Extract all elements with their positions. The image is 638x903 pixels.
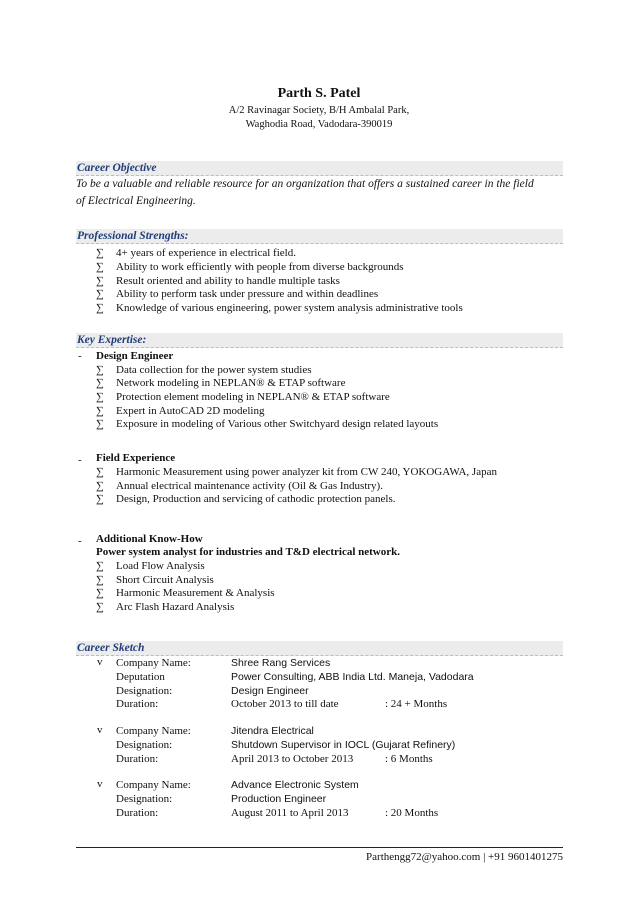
bullet-icon: ∑ bbox=[96, 364, 104, 376]
expertise-item: Annual electrical maintenance activity (Oil & Gas Industry). bbox=[116, 480, 383, 492]
bullet-icon: ∑ bbox=[96, 587, 104, 599]
career-objective-line-1: To be a valuable and reliable resource for an organization that offers a sustained career in the field bbox=[76, 178, 534, 190]
expertise-item: Network modeling in NEPLAN® & ETAP software bbox=[116, 377, 346, 389]
bullet-icon: ∑ bbox=[96, 466, 104, 478]
candidate-name: Parth S. Patel bbox=[277, 86, 361, 101]
expertise-item: Design, Production and servicing of cathodic protection panels. bbox=[116, 493, 396, 505]
deputation-label: Deputation bbox=[116, 671, 165, 683]
strength-item: 4+ years of experience in electrical field. bbox=[116, 247, 296, 259]
v-marker-icon: v bbox=[97, 778, 103, 790]
dash-marker-icon: - bbox=[78, 454, 82, 466]
dash-marker-icon: - bbox=[78, 535, 82, 547]
address-line-2: Waghodia Road, Vadodara-390019 bbox=[245, 119, 393, 130]
footer-divider bbox=[76, 847, 563, 848]
strength-item: Ability to perform task under pressure and within deadlines bbox=[116, 288, 379, 300]
bullet-icon: ∑ bbox=[96, 247, 104, 259]
designation-value: Production Engineer bbox=[231, 793, 327, 805]
expertise-item: Load Flow Analysis bbox=[116, 560, 205, 572]
strength-item: Knowledge of various engineering, power system analysis administrative tools bbox=[116, 302, 463, 314]
duration-value: April 2013 to October 2013 bbox=[231, 753, 354, 765]
duration-months: : 24 + Months bbox=[385, 698, 448, 710]
v-marker-icon: v bbox=[97, 656, 103, 668]
company-value: Advance Electronic System bbox=[231, 779, 359, 791]
expertise-item: Data collection for the power system studies bbox=[116, 364, 312, 376]
expertise-item: Arc Flash Hazard Analysis bbox=[116, 601, 235, 613]
expertise-item: Short Circuit Analysis bbox=[116, 574, 214, 586]
expertise-item: Harmonic Measurement using power analyzer kit from CW 240, YOKOGAWA, Japan bbox=[116, 466, 497, 478]
expertise-group-heading: Additional Know-How bbox=[96, 533, 203, 545]
bullet-icon: ∑ bbox=[96, 601, 104, 613]
career-objective-heading: Career Objective bbox=[76, 161, 563, 176]
duration-label: Duration: bbox=[116, 698, 159, 710]
expertise-item: Exposure in modeling of Various other Switchyard design related layouts bbox=[116, 418, 439, 430]
bullet-icon: ∑ bbox=[96, 405, 104, 417]
expertise-item: Expert in AutoCAD 2D modeling bbox=[116, 405, 265, 417]
designation-label: Designation: bbox=[116, 739, 173, 751]
bullet-icon: ∑ bbox=[96, 391, 104, 403]
bullet-icon: ∑ bbox=[96, 377, 104, 389]
career-sketch-heading: Career Sketch bbox=[76, 641, 563, 656]
bullet-icon: ∑ bbox=[96, 275, 104, 287]
bullet-icon: ∑ bbox=[96, 574, 104, 586]
designation-value: Design Engineer bbox=[231, 685, 309, 697]
professional-strengths-heading: Professional Strengths: bbox=[76, 229, 563, 244]
deputation-value: Power Consulting, ABB India Ltd. Maneja, Vadodara bbox=[231, 671, 474, 683]
bullet-icon: ∑ bbox=[96, 302, 104, 314]
expertise-group-heading: Design Engineer bbox=[96, 350, 174, 362]
duration-months: : 20 Months bbox=[385, 807, 439, 819]
bullet-icon: ∑ bbox=[96, 288, 104, 300]
strength-item: Ability to work efficiently with people from diverse backgrounds bbox=[116, 261, 404, 273]
duration-label: Duration: bbox=[116, 753, 159, 765]
duration-value: August 2011 to April 2013 bbox=[231, 807, 349, 819]
bullet-icon: ∑ bbox=[96, 418, 104, 430]
expertise-item: Harmonic Measurement & Analysis bbox=[116, 587, 275, 599]
duration-months: : 6 Months bbox=[385, 753, 433, 765]
bullet-icon: ∑ bbox=[96, 493, 104, 505]
expertise-group-heading: Field Experience bbox=[96, 452, 176, 464]
career-objective-line-2: of Electrical Engineering. bbox=[76, 195, 196, 207]
bullet-icon: ∑ bbox=[96, 560, 104, 572]
company-value: Shree Rang Services bbox=[231, 657, 331, 669]
company-label: Company Name: bbox=[116, 725, 191, 737]
bullet-icon: ∑ bbox=[96, 480, 104, 492]
duration-label: Duration: bbox=[116, 807, 159, 819]
footer-contact: Parthengg72@yahoo.com | +91 9601401275 bbox=[366, 851, 563, 863]
designation-label: Designation: bbox=[116, 793, 173, 805]
bullet-icon: ∑ bbox=[96, 261, 104, 273]
company-label: Company Name: bbox=[116, 779, 191, 791]
company-value: Jitendra Electrical bbox=[231, 725, 314, 737]
key-expertise-heading: Key Expertise: bbox=[76, 333, 563, 348]
company-label: Company Name: bbox=[116, 657, 191, 669]
duration-value: October 2013 to till date bbox=[231, 698, 339, 710]
v-marker-icon: v bbox=[97, 724, 103, 736]
designation-value: Shutdown Supervisor in IOCL (Gujarat Refinery) bbox=[231, 739, 456, 751]
expertise-group-subheading: Power system analyst for industries and T&D electrical network. bbox=[96, 546, 400, 558]
designation-label: Designation: bbox=[116, 685, 173, 697]
address-line-1: A/2 Ravinagar Society, B/H Ambalal Park, bbox=[228, 105, 410, 116]
expertise-item: Protection element modeling in NEPLAN® & ETAP software bbox=[116, 391, 390, 403]
dash-marker-icon: - bbox=[78, 350, 82, 362]
strength-item: Result oriented and ability to handle multiple tasks bbox=[116, 275, 340, 287]
